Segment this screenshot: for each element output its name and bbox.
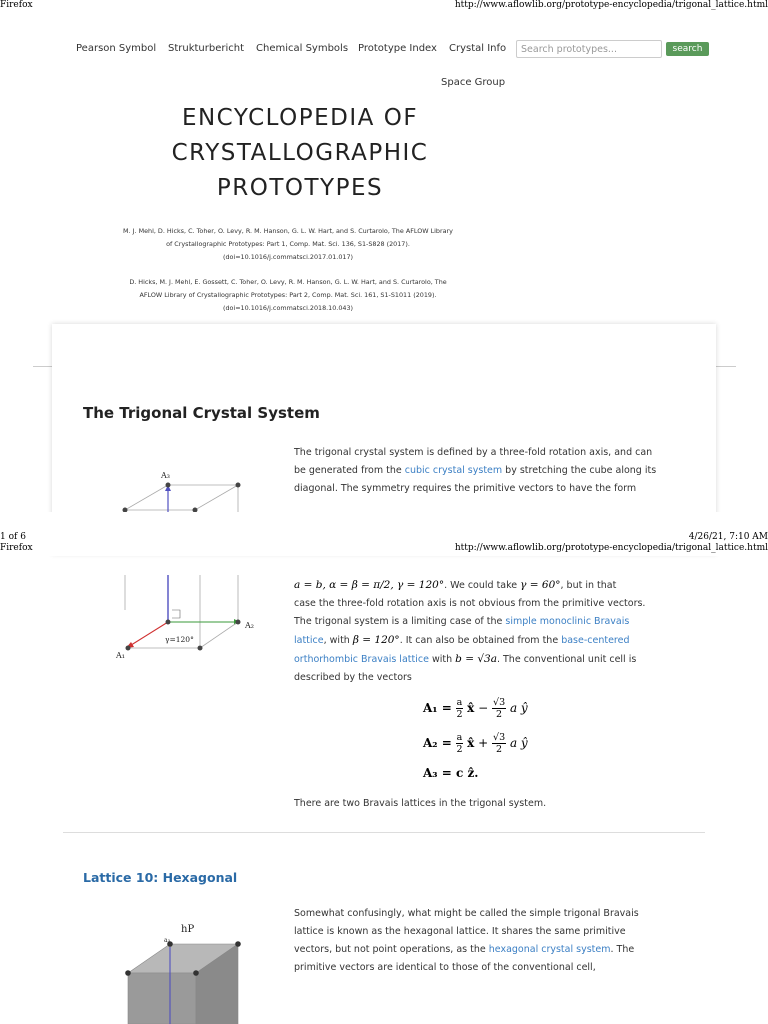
label-a3-small: a₃ [164, 937, 170, 944]
link-simple-monoclinic-cont[interactable]: lattice [294, 635, 324, 646]
p2-line-4 [294, 631, 684, 650]
frac-den: 2 [496, 709, 503, 720]
p2-text: . It can also be obtained from the [399, 635, 562, 646]
label-a2: A₂ [245, 621, 254, 630]
label-gamma: γ=120° [165, 635, 194, 644]
label-hp: hP [181, 924, 195, 935]
frac-num: a [456, 732, 463, 743]
p2-line-3 [294, 613, 684, 631]
page-break [0, 512, 768, 556]
eq-op: − [478, 701, 489, 715]
p2-line-2: case the three-fold rotation axis is not obvious from the primitive vectors. [294, 598, 646, 609]
frac [456, 697, 464, 720]
citation-part-1 [90, 225, 486, 264]
eq-op: + [478, 736, 489, 750]
l10-line-3 [294, 941, 684, 959]
p2-text: , with [323, 635, 353, 646]
nav-link-strukturbericht[interactable]: Strukturbericht [168, 43, 245, 54]
eq-yhat: a ŷ [509, 736, 528, 750]
link-hexagonal-crystal-system[interactable]: hexagonal crystal system [488, 944, 611, 955]
citation-2-line-2: AFLOW Library of Crystallographic Prototypes: Part 2, Comp. Mat. Sci. 161, S1-S1011 (2019). [139, 291, 437, 299]
lattice-10-paragraph [294, 905, 684, 977]
l10-line-2: lattice is known as the hexagonal lattice. It shares the same primitive [294, 926, 626, 937]
citation-1-doi[interactable]: (doi=10.1016/j.commatsci.2017.01.017) [222, 253, 354, 261]
lattice-10-heading: Lattice 10: Hexagonal [83, 870, 238, 885]
frac [456, 732, 464, 755]
page-title-line-1: ENCYCLOPEDIA OF [181, 105, 419, 131]
search-input[interactable] [516, 40, 662, 58]
p1-text: by stretching the cube along its [502, 465, 657, 476]
trigonal-lattice-figure-top [110, 465, 250, 515]
math-beta-120: β = 120° [352, 634, 400, 646]
trigonal-lattice-figure-bottom [110, 570, 270, 665]
page-indicator: 1 of 6 [0, 532, 26, 542]
equation-a1 [423, 697, 528, 720]
nav-link-prototype-index[interactable]: Prototype Index [358, 43, 437, 54]
browser-url-page-2[interactable]: http://www.aflowlib.org/prototype-encyclopedia/trigonal_lattice.html [454, 543, 768, 553]
divider [716, 366, 736, 367]
frac-den: 2 [496, 744, 503, 755]
page-title [100, 101, 500, 206]
p2-line-6: described by the vectors [294, 672, 412, 683]
l10-line-4: primitive vectors are identical to those of the conventional cell, [294, 962, 596, 973]
eq-xhat: x̂ [467, 701, 475, 715]
p2-text: , but in that [560, 580, 617, 591]
frac-den: 2 [456, 709, 463, 720]
browser-url[interactable]: http://www.aflowlib.org/prototype-encyclopedia/trigonal_lattice.html [454, 0, 768, 10]
section-paragraph-1 [294, 444, 674, 498]
page-title-line-2: CRYSTALLOGRAPHIC [171, 140, 429, 166]
nav-link-crystal-info[interactable]: Crystal Info [449, 43, 507, 54]
frac-num: a [456, 697, 463, 708]
citation-1-line-2: of Crystallographic Prototypes: Part 1, Comp. Mat. Sci. 136, S1-S828 (2017). [166, 240, 410, 248]
math-gamma-60: γ = 60° [520, 579, 561, 591]
citation-2-doi[interactable]: (doi=10.1016/j.commatsci.2018.10.043) [222, 304, 354, 312]
browser-app-name: Firefox [0, 0, 33, 10]
p1-line-1: The trigonal crystal system is defined by a three-fold rotation axis, and can [294, 447, 653, 458]
p2-line-5 [294, 650, 684, 669]
eq-a2-label: A₂ = [423, 736, 452, 750]
hexagonal-lattice-figure [110, 918, 270, 1024]
frac-num: √3 [493, 732, 506, 743]
citation-part-2 [90, 276, 486, 315]
section-paragraph-3: There are two Bravais lattices in the trigonal system. [294, 798, 547, 809]
nav-link-space-group[interactable]: Space Group [441, 77, 506, 88]
frac-den: 2 [456, 744, 463, 755]
link-orthorhombic-lattice[interactable]: orthorhombic Bravais lattice [294, 654, 429, 665]
link-simple-monoclinic[interactable]: simple monoclinic Bravais [505, 616, 630, 627]
print-timestamp: 4/26/21, 7:10 AM [688, 532, 768, 542]
section-divider [63, 832, 705, 833]
browser-app-name-page-2: Firefox [0, 543, 33, 553]
label-a3: A₃ [161, 471, 170, 480]
p2-text: with [428, 654, 456, 665]
link-cubic-crystal-system[interactable]: cubic crystal system [404, 465, 503, 476]
math-b-sqrt3a: b = √3a [455, 653, 497, 665]
eq-xhat: x̂ [467, 736, 475, 750]
frac [492, 732, 506, 755]
nav-link-chemical-symbols[interactable]: Chemical Symbols [256, 43, 349, 54]
p2-text: . The conventional unit cell is [496, 654, 637, 665]
l10-line-1: Somewhat confusingly, what might be called the simple trigonal Bravais [294, 908, 639, 919]
frac [492, 697, 506, 720]
p2-text: . We could take [444, 580, 521, 591]
p2-text: The trigonal system is a limiting case of the [294, 616, 506, 627]
section-paragraph-2 [294, 576, 684, 687]
nav-link-pearson-symbol[interactable]: Pearson Symbol [76, 43, 157, 54]
p1-line-3: diagonal. The symmetry requires the primitive vectors to have the form [294, 483, 637, 494]
frac-num: √3 [493, 697, 506, 708]
equation-a3 [423, 766, 478, 780]
link-base-centered[interactable]: base-centered [561, 635, 630, 646]
eq-yhat: a ŷ [509, 701, 528, 715]
section-heading: The Trigonal Crystal System [83, 404, 320, 422]
divider [33, 366, 53, 367]
citation-2-line-1: D. Hicks, M. J. Mehl, E. Gossett, C. Toher, O. Levy, R. M. Hanson, G. L. W. Hart, and S. Curtarolo, The [129, 278, 447, 286]
p2-line-1 [294, 576, 684, 595]
citation-1-line-1: M. J. Mehl, D. Hicks, C. Toher, O. Levy, R. M. Hanson, G. L. W. Hart, and S. Curtarolo, The AFLOW Library [123, 227, 453, 235]
eq-a3-label: A₃ = c ẑ. [423, 766, 479, 780]
search-button[interactable]: search [666, 42, 709, 56]
eq-a1-label: A₁ = [423, 701, 452, 715]
p1-text: be generated from the [294, 465, 405, 476]
label-a1: A₁ [116, 651, 125, 660]
equation-a2 [423, 732, 528, 755]
page-title-line-3: PROTOTYPES [216, 175, 384, 201]
l10-text: vectors, but not point operations, as the [294, 944, 489, 955]
l10-text: . The [610, 944, 635, 955]
p1-line-2 [294, 462, 674, 480]
math-lattice-params: a = b, α = β = π/2, γ = 120° [294, 579, 445, 591]
